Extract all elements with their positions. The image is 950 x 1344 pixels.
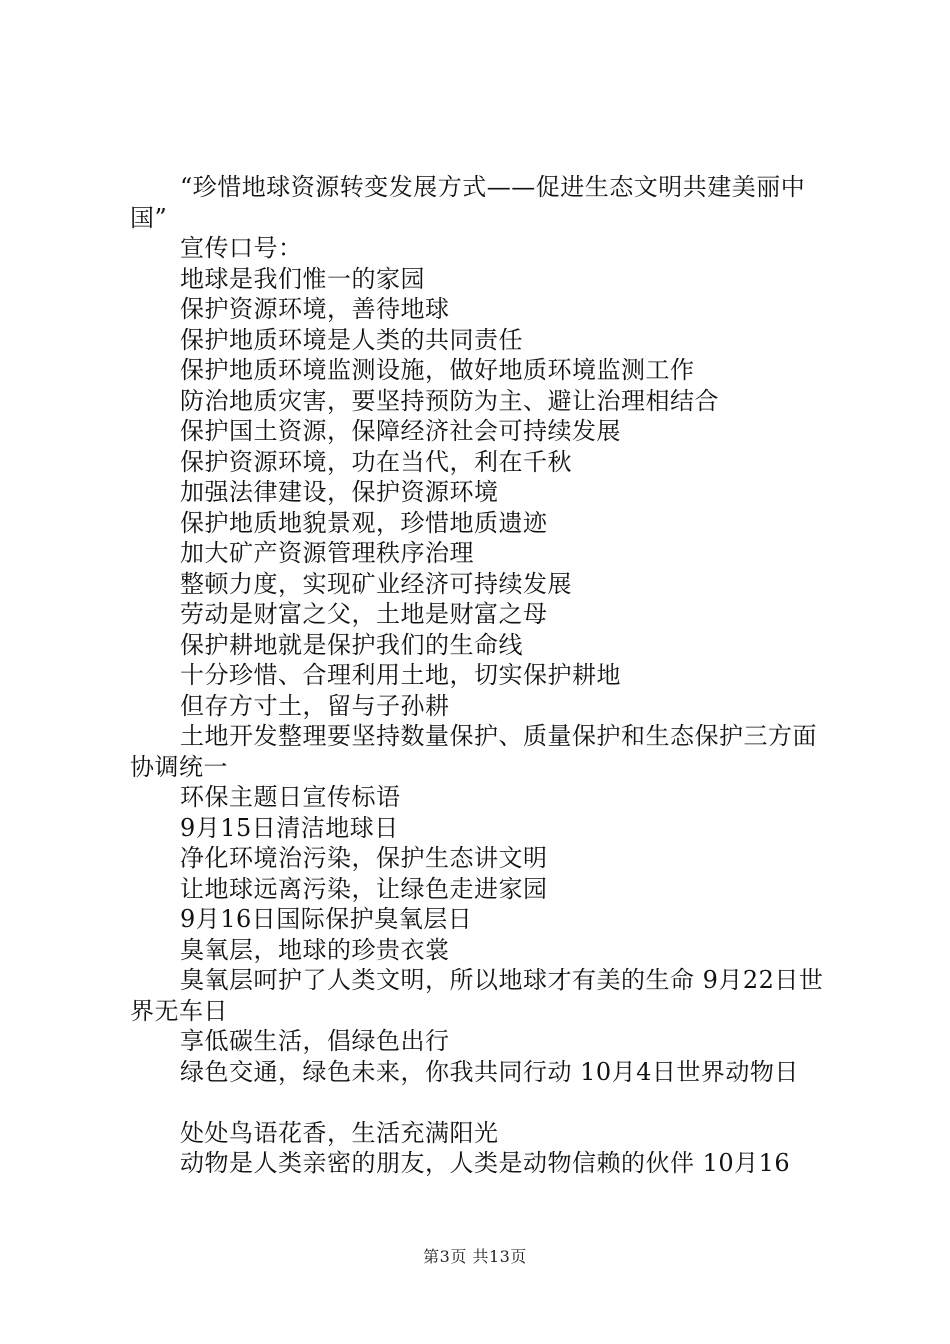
- slogan-line: 享低碳生活，倡绿色出行: [180, 1027, 450, 1055]
- title-line: “珍惜地球资源转变发展方式——促进生态文明共建美丽中国”: [130, 173, 806, 232]
- slogan-line: 保护资源环境，功在当代，利在千秋: [180, 447, 572, 476]
- slogan-line: 防治地质灾害，要坚持预防为主、避让治理相结合: [180, 386, 719, 415]
- slogan-heading: 宣传口号：: [180, 234, 303, 262]
- blank-line: [130, 1087, 835, 1118]
- document-body: [130, 172, 835, 1179]
- slogan-line: 净化环境治污染，保护生态讲文明: [180, 844, 548, 872]
- slogan-line: 十分珍惜、合理利用土地，切实保护耕地: [180, 661, 621, 689]
- theme-day-line: 9月15日清洁地球日: [180, 813, 399, 842]
- slogan-line: 保护耕地就是保护我们的生命线: [180, 630, 523, 659]
- page-footer: 第3页 共13页: [423, 1247, 527, 1266]
- slogan-line: 处处鸟语花香，生活充满阳光: [180, 1118, 499, 1147]
- slogan-line: 保护国土资源，保障经济社会可持续发展: [180, 417, 621, 445]
- slogan-line: 保护地质环境监测设施，做好地质环境监测工作: [180, 356, 695, 384]
- slogan-line: 整顿力度，实现矿业经济可持续发展: [180, 569, 572, 598]
- section-heading: 环保主题日宣传标语: [180, 783, 401, 811]
- slogan-line: 土地开发整理要坚持数量保护、质量保护和生态保护三方面协调统一: [130, 722, 817, 781]
- slogan-line: 保护地质环境是人类的共同责任: [180, 325, 523, 354]
- slogan-line: 加强法律建设，保护资源环境: [180, 478, 499, 506]
- slogan-line: 但存方寸土，留与子孙耕: [180, 691, 450, 720]
- slogan-line: 加大矿产资源管理秩序治理: [180, 539, 474, 567]
- slogan-line: 动物是人类亲密的朋友，人类是动物信赖的伙伴 10月16: [180, 1149, 791, 1177]
- theme-day-line: 9月16日国际保护臭氧层日: [180, 905, 473, 933]
- slogan-line: 地球是我们惟一的家园: [180, 264, 425, 293]
- slogan-line: 让地球远离污染，让绿色走进家园: [180, 874, 548, 903]
- slogan-line: 绿色交通，绿色未来，你我共同行动 10月4日世界动物日: [180, 1057, 799, 1086]
- slogan-line: 保护资源环境，善待地球: [180, 295, 450, 323]
- slogan-line: 劳动是财富之父，土地是财富之母: [180, 600, 548, 628]
- slogan-line: 臭氧层，地球的珍贵衣裳: [180, 935, 450, 964]
- slogan-line: 臭氧层呵护了人类文明，所以地球才有美的生命 9月22日世界无车日: [130, 966, 824, 1025]
- slogan-line: 保护地质地貌景观，珍惜地质遗迹: [180, 508, 548, 537]
